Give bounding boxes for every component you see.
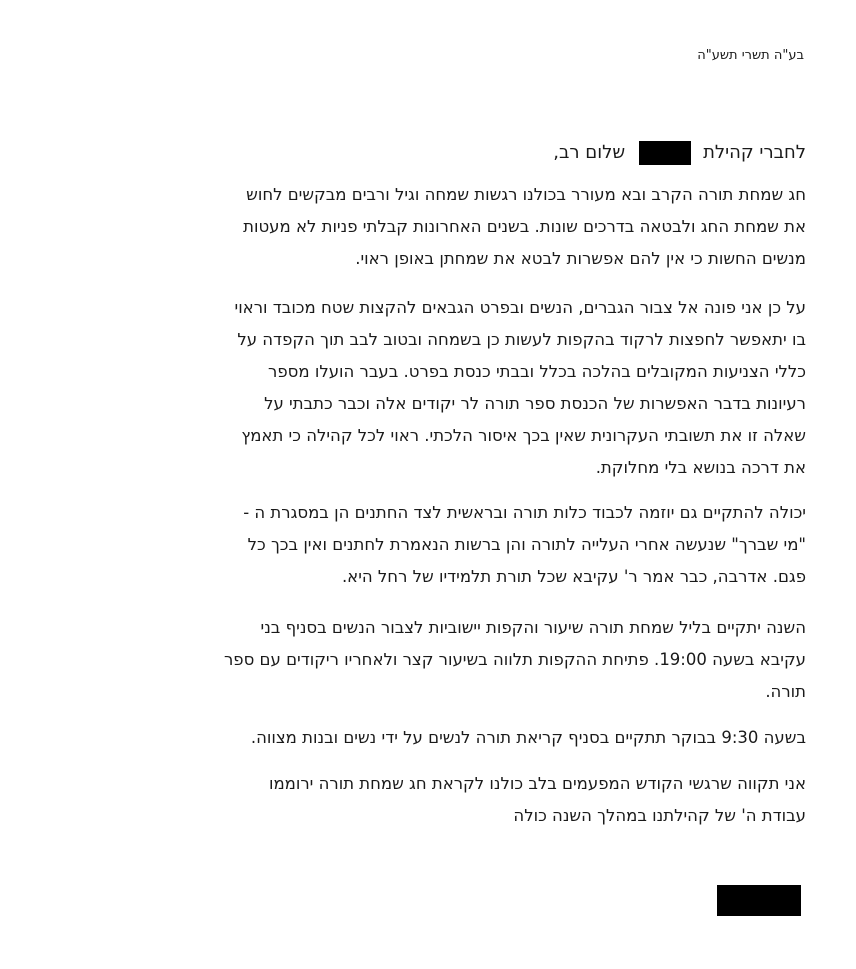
paragraph-1-line-1: חג שמחת תורה הקרב ובא מעורר בכולנו רגשות שמחה וגיל ורבים מבקשים לחוש	[246, 185, 806, 204]
paragraph-6-line-2: עבודת ה' של קהילתנו במהלך השנה כולה	[513, 806, 806, 825]
paragraph-1-line-2: את שמחת החג ולבטאה בדרכים שונות. בשנים האחרונות קבלתי פניות לא מעטות	[243, 217, 806, 236]
greeting-prefix: לחברי קהילת	[703, 142, 806, 163]
paragraph-2-line-4: רעיונות בדבר האפשרות של הכנסת ספר תורה לר יקודים אלה וכבר כתבתי על	[264, 394, 806, 413]
greeting-suffix: שלום רב,	[553, 142, 626, 163]
redacted-community-name	[639, 141, 691, 165]
paragraph-2-line-1: על כן אני פונה אל צבור הגברים, הנשים ובפרט הגבאים להקצות שטח מכובד וראוי	[234, 298, 806, 317]
paragraph-4-line-3: תורה.	[765, 682, 806, 701]
paragraph-3-line-3: פגם. אדרבה, כבר אמר ר' עקיבא שכל תורת תלמידיו של רחל היא.	[341, 567, 806, 586]
paragraph-5-line-1: בשעה 9:30 בבוקר תתקיים בסניף קריאת תורה לנשים על ידי נשים ובנות מצווה.	[250, 728, 806, 747]
paragraph-2-line-6: את דרכה בנושא בלי מחלוקת.	[595, 458, 806, 477]
paragraph-4-line-1: השנה יתקיים בליל שמחת תורה שיעור והקפות יישוביות לצבור הנשים בסניף בני	[260, 618, 806, 637]
paragraph-4-line-2: עקיבא בשעה 19:00. פתיחת ההקפות תלווה בשיעור קצר ולאחריו ריקודים עם ספר	[223, 650, 806, 669]
greeting-line	[553, 140, 806, 166]
letter-date: בע"ה תשרי תשע"ה	[697, 48, 804, 63]
paragraph-1-line-3: מנשים החשות כי אין להם אפשרות לבטא את שמחתן באופן ראוי.	[355, 249, 806, 268]
paragraph-2-line-2: בו יתאפשר לחפצות לרקוד בהקפות לעשות כן בשמחה ובטוב לבב תוך הקפדה על	[237, 330, 806, 349]
paragraph-3-line-1: יכולה להתקיים גם יוזמה לכבוד כלות תורה ובראשית לצד החתנים הן במסגרת ה -	[243, 503, 806, 522]
paragraph-3-line-2: "מי שברך" שנעשה אחרי העלייה לתורה והן ברשות הנאמרת לחתנים ואין בכך כל	[247, 535, 806, 554]
paragraph-2-line-3: כללי הצניעות המקובלים בהלכה בכלל ובבתי כנסת בפרט. בעבר הועלו מספר	[268, 362, 806, 381]
paragraph-6-line-1: אני תקווה שרגשי הקודש המפעמים בלב כולנו לקראת חג שמחת תורה ירוממו	[268, 774, 806, 793]
paragraph-2-line-5: שאלה זו את תשובתי העקרונית שאין בכך איסור הלכתי. ראוי לכל קהילה כי תאמץ	[241, 426, 806, 445]
redacted-signature	[717, 885, 801, 916]
